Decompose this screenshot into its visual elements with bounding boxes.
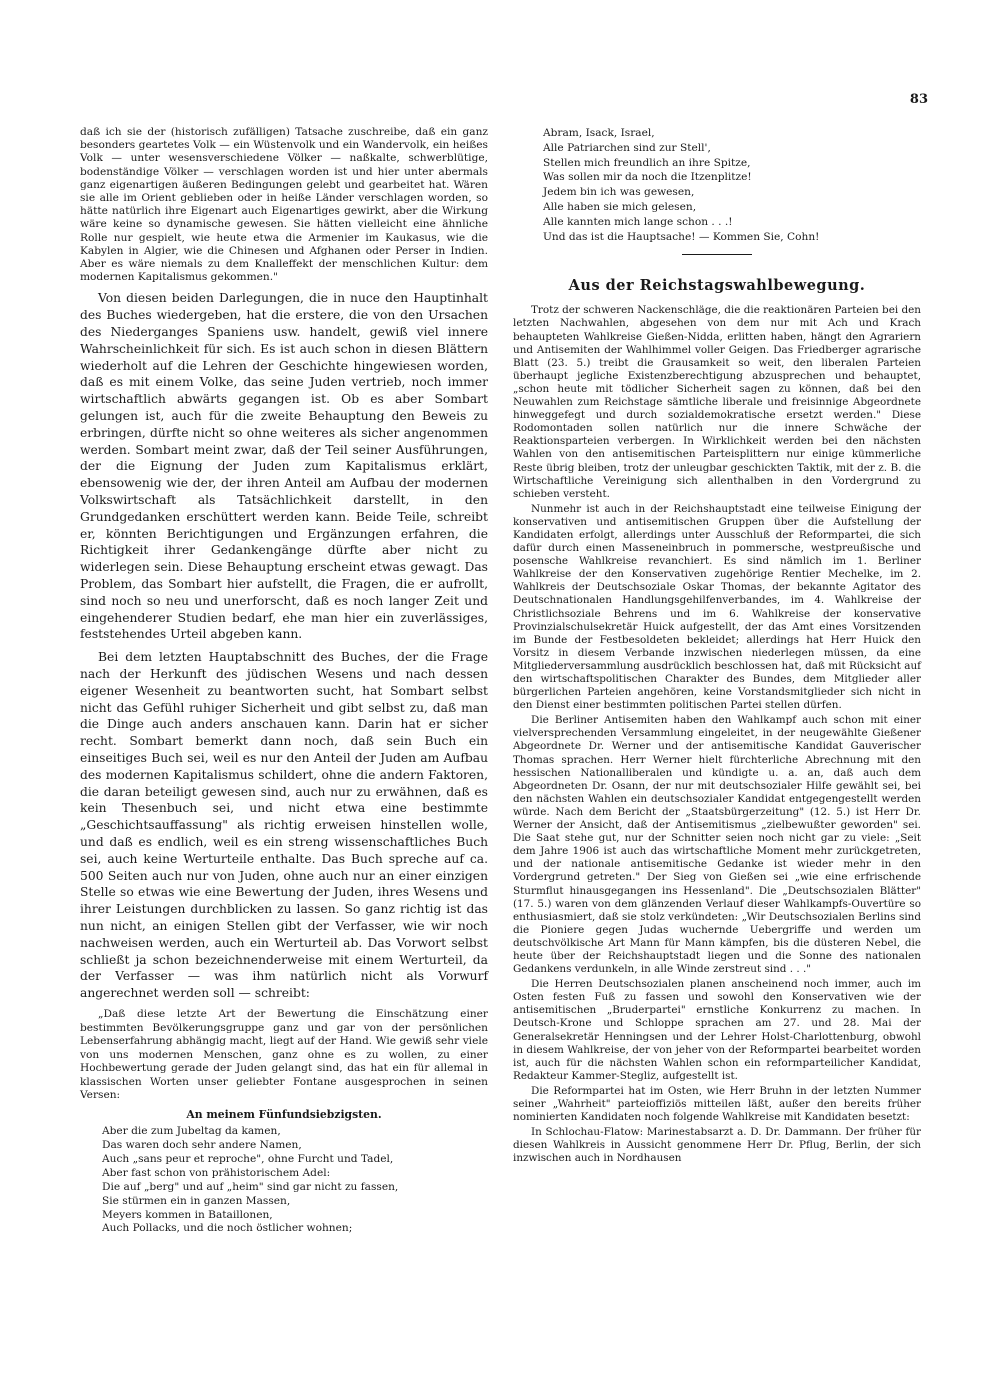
poem-line: Das waren doch sehr andere Namen, (102, 1138, 302, 1151)
verse-line: Und das ist die Hauptsache! — Kommen Sie, Cohn! (543, 230, 820, 243)
poem-line: Meyers kommen in Bataillonen, (102, 1208, 273, 1221)
left-paragraph-3: Bei dem letzten Hauptabschnitt des Buches, der die Frage nach der Herkunft des jüdischen Wesens und nach dessen eigener Wesenheit zu beantworten sucht, hat Sombart selbst nicht das Gefühl ruhiger Sicherheit und gibt selbst zu, daß man die Dinge auch anders anschauen kann. Darin hat er sicher recht. Sombart bemerkt dann noch, daß sein Buch ein einseitiges Buch sei, weil es nur den Anteil der Juden am Aufbau des modernen Kapitalismus schildert, ohne die andern Faktoren, die daran beteiligt gewesen sind, auch nur zu erwähnen, daß es kein Thesenbuch sei, und nicht etwa eine bestimmte „Geschichtsauffassung" als richtig erweisen hinstellen wolle, und daß es endlich, weil es ein streng wissenschaftliches Buch sei, auch keine Werturteile enthalte. Das Buch spreche auf ca. 500 Seiten auch nur von Juden, ohne auch nur an einer einzigen Stelle so etwas wie eine Bewertung der Juden, ihres Wesens und ihrer Leistungen durchblicken zu lassen. So ganz richtig ist das nun nicht, an einigen Stellen gibt der Verfasser, wie wir noch nachweisen werden, auch ein Werturteil ab. Das Vorwort selbst schließt ja schon bezeichnenderweise mit einem Werturteil, da der Verfasser — was ihm natürlich nicht als Vorwurf angerechnet werden soll — schreibt: (80, 650, 488, 1001)
article-body (513, 304, 921, 1165)
article-paragraph: In Schlochau-Flatow: Marinestabsarzt a. D. Dr. Dammann. Der früher für diesen Wahlkreis in Aussicht genommene Herr Dr. Pflug, Berlin, der sich inzwischen auch in Nordhausen (513, 1126, 921, 1165)
poem-line: Aber fast schon von prähistorischem Adel: (102, 1166, 331, 1179)
poem-lines (102, 1125, 488, 1236)
verse-line: Abram, Isack, Israel, (543, 127, 655, 139)
verse-line: Alle kannten mich lange schon . . .! (543, 215, 733, 228)
poem-line: Sie stürmen ein in ganzen Massen, (102, 1194, 291, 1207)
article-paragraph: Trotz der schweren Nackenschläge, die die reaktionären Parteien bei den letzten Nachwahlen, abgesehen von dem nur mit Ach und Krach behaupteten Wahlkreise Gießen-Nidda, erlitten haben, hängt den Agrariern und Antisemiten der Wahlhimmel voller Geigen. Das Friedberger agrarische Blatt (23. 5.) treibt die Grausamkeit so weit, den liberalen Parteien überhaupt jegliche Existenzberechtigung abzusprechen und behauptet, „schon heute mit tödlicher Sicherheit sagen zu können, daß bei den Neuwahlen zum Reichstage sämtliche liberale und freisinnige Abgeordnete hinweggefegt und durch sozialdemokratische ersetzt werden." Diese Rodomontaden sollen natürlich nur die innere Schwäche der Reaktionsparteien verbergen. In Wirklichkeit werden bei den nächsten Wahlen von den antisemitischen Parteisplittern nur einige kümmerliche Reste übrig bleiben, trotz der unleugbar geschickten Taktik, mit der z. B. die Wirtschaftliche Vereinigung sich allenthalben in den Vordergrund zu schieben versteht. (513, 304, 921, 500)
verse-line: Was sollen mir da noch die Itzenplitze! (543, 171, 752, 184)
verse-line: Stellen mich freundlich an ihre Spitze, (543, 156, 751, 169)
poem-line: Auch Pollacks, und die noch östlicher wohnen; (102, 1222, 353, 1235)
poem-line: Die auf „berg" und auf „heim" sind gar nicht zu fassen, (102, 1180, 399, 1193)
article-paragraph: Die Reformpartei hat im Osten, wie Herr Bruhn in der letzten Nummer seiner „Wahrheit" parteioffiziös mitteilen läßt, außer den bereits früher nominierten Kandidaten noch folgende Wahlkreise mit Kandidaten besetzt: (513, 1084, 921, 1124)
poem-line: Auch „sans peur et reproche", ohne Furcht und Tadel, (102, 1152, 394, 1165)
verse-line: Jedem bin ich was gewesen, (543, 186, 695, 199)
article-paragraph: Die Berliner Antisemiten haben den Wahlkampf auch schon mit einer vielversprechenden Versammlung eingeleitet, in der neugewählte Gießener Abgeordnete Dr. Werner und der antisemitische Kandidat Gauverischer Thomas sprachen. Herr Werner hielt fürchterliche Abrechnung mit den hessischen Nationalliberalen und kündigte u. a. an, daß auch dem Abgeordneten Dr. Osann, der nur mit deutschsozialer Hilfe gewählt sei, bei den nächsten Wahlen ein deutschsozialer Kandidat entgegengestellt werden würde. Nach dem Bericht der „Staatsbürgerzeitung" (12. 5.) ist Herr Dr. Werner der Ansicht, daß der Antisemitismus „zielbewußter geworden" sei. Die Saat stehe gut, nur der Schnitter seien noch nicht gar zu viele: „Seit dem Jahre 1906 ist auch das wirtschaftliche Moment mehr zurückgetreten, und der nationale antisemitische Gedanke ist wieder mehr in den Vordergrund getreten." Der Sieg von Gießen sei „wie eine erfrischende Sturmflut hinausgegangen ins Hessenland". Die „Deutschsozialen Blätter" (17. 5.) waren von dem glänzenden Verlauf dieser Wahlkampfs-Ouvertüre so enthusiasmiert, daß sie stolz verkündeten: „Wir Deutschsozialen Berlins sind die Pioniere gegen Judas wuchernde Uebergriffe und werden um deutschvölkische Art Mann für Mann kämpfen, bis die düsteren Nebel, die heute über der Reichshauptstadt liegen und die Sonne des nationalen Gedankens verdunkeln, in alle Winde zerstreut sind . . ." (513, 714, 921, 976)
poem-title: An meinem Fünfundsiebzigsten. (186, 1108, 382, 1122)
verse-line: Alle haben sie mich gelesen, (543, 200, 697, 213)
verse-line: Alle Patriarchen sind zur Stell', (543, 141, 711, 154)
left-column (80, 126, 488, 1236)
poem-line: Aber die zum Jubeltag da kamen, (102, 1125, 281, 1138)
section-divider (682, 254, 752, 255)
poem-continuation (513, 126, 921, 244)
left-paragraph-2: Von diesen beiden Darlegungen, die in nuce den Hauptinhalt des Buches wiedergeben, hat die erstere, die von den Ursachen des Niederganges Spaniens usw. handelt, gewiß viel innere Wahrscheinlichkeit für sich. Es ist auch schon in diesen Blättern wiederholt auf die Lehren der Geschichte hingewiesen worden, daß es mit einem Volke, das seine Juden vertrieb, noch immer wirtschaftlich abwärts gegangen ist. Ob es aber Sombart gelungen ist, auch für die zweite Behauptung den Beweis zu erbringen, dürfte nicht so ohne weiteres als sicher angenommen werden. Sombart meint zwar, daß der Teil seiner Ausführungen, der die Eignung der Juden zum Kapitalismus erklärt, ebensowenig wie der, der ihren Anteil am Aufbau der modernen Volkswirtschaft als Tatsächlichkeit darstellt, in den Grundgedanken erschüttert werden kann. Beide Teile, schreibt er, könnten Berichtigungen und Ergänzungen erfahren, die Richtigkeit ihrer Gedankengänge dürfte aber nicht zu widerlegen sein. Diese Behauptung erscheint etwas gewagt. Das Problem, das Sombart hier aufstellt, die Fragen, die er aufrollt, sind noch so neu und unerforscht, daß es noch langer Zeit und eingehenderer Studien bedarf, ehe man hier ein zuverlässiges, feststehendes Urteil abgeben kann. (80, 291, 488, 642)
article-paragraph: Die Herren Deutschsozialen planen anscheinend noch immer, auch im Osten festen Fuß zu fassen und sowohl den Konservativen wie der antisemitischen „Bruderpartei" ernstliche Konkurrenz zu machen. In Deutsch-Krone und Schloppe sprachen am 27. und 28. Mai der Generalsekretär Henningsen und der Lehrer Holst-Charlottenburg, obwohl in diesem Wahlkreise, der von jeher von der Reformpartei bearbeitet worden ist, auch für die nächsten Wahlen schon ein reformparteilicher Kandidat, Redakteur Kammer-Stegliz, aufgestellt ist. (513, 978, 921, 1082)
article-paragraph: Nunmehr ist auch in der Reichshauptstadt eine teilweise Einigung der konservativen und antisemitischen Gruppen über die Aufstellung der Kandidaten erfolgt, allerdings unter Ausschluß der Reformpartei, die sich dafür durch einen Masseneinbruch in pommersche, westpreußische und posensche Wahlkreise revanchiert. Es sind nämlich im 1. Berliner Wahlkreise der den Konservativen zugehörige Rentier Mechelke, im 2. Wahlkreis der Deutschsoziale Oskar Thomas, der bekannte Agitator des Deutschnationalen Handlungsgehilfenverbandes, im 4. Wahlkreise der Christlichsoziale Behrens und im 6. Wahlkreise der konservative Provinzialschulsekretär Huick aufgestellt, der das Amt eines Vorsitzenden im Bunde der Festbesoldeten bekleidet; allerdings hat Herr Huick den Vorsitz in diesem Verbande inzwischen niederlegen müssen, da eine Mitgliederversammlung ausdrücklich beschlossen hat, daß mit Rücksicht auf den wirtschaftspolitischen Charakter des Bundes, dem Mitglieder aller bürgerlichen Parteien angehören, keine Vorstandsmitglieder sich nicht in den Dienst einer bestimmten politischen Partei stellen dürfen. (513, 502, 921, 712)
right-column (513, 126, 921, 1165)
fontane-quote: „Daß diese letzte Art der Bewertung die Einschätzung einer bestimmten Bevölkerungsgruppe ganz und gar von der persönlichen Lebenserfahrung abhängig macht, liegt auf der Hand. Wie gewiß sehr viele von uns modernen Menschen, ganz ohne es zu wollen, zu einer Hochbewertung gerade der Juden gelangt sind, das hat ein für allemal in klassischen Worten unser geliebter Fontane ausgesprochen in seinen Versen: (80, 1007, 488, 1102)
left-paragraph-1: daß ich sie der (historisch zufälligen) Tatsache zuschreibe, daß ein ganz besonders geartetes Volk — ein Wüstenvolk und ein Wandervolk, ein heißes Volk — unter wesensverschiedene Völker — naßkalte, schwerblütige, bodenständige Völker — verschlagen worden ist und hier unter abermals ganz eigenartigen äußeren Bedingungen gelebt und gearbeitet hat. Wären sie alle im Orient geblieben oder in heiße Länder verschlagen worden, so hätte natürlich ihre Eigenart auch Eigenartiges gewirkt, aber die Wirkung wäre keine so dynamische gewesen. Sie hätten vielleicht eine ähnliche Rolle nur gespielt, wie heute etwa die Armenier im Kaukasus, wie die Kabylen in Algier, wie die Chinesen und Afghanen oder Perser in Indien. Aber es wäre niemals zu dem Knalleffekt der menschlichen Kultur: dem modernen Kapitalismus gekommen." (80, 126, 488, 284)
page-number: 83 (909, 92, 928, 107)
section-heading: Aus der Reichstagswahlbewegung. (568, 277, 866, 295)
